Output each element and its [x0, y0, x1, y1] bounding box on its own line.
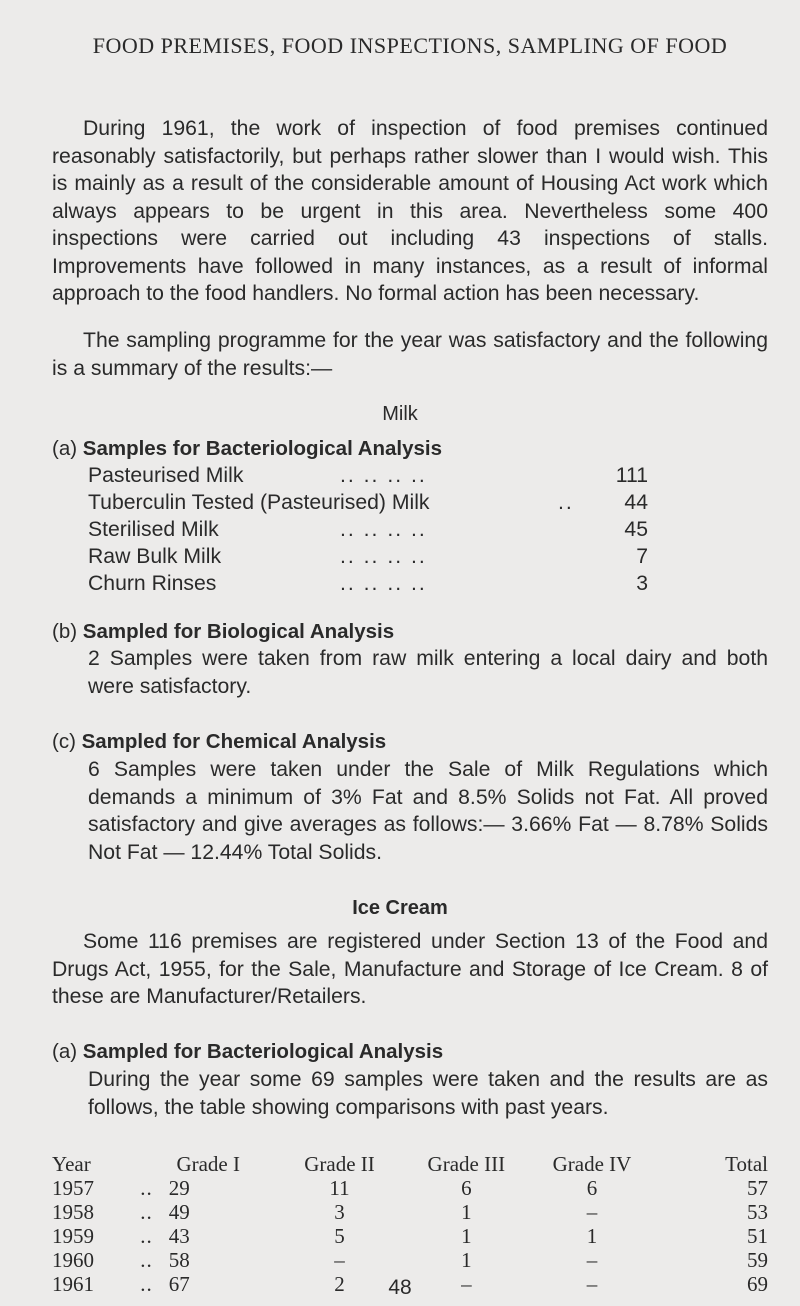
- table-cell: 1959: [52, 1224, 94, 1248]
- table-cell: –: [586, 1248, 598, 1272]
- cell-value: 67: [168, 1272, 190, 1296]
- table-cell: –: [334, 1248, 345, 1272]
- table-cell: 1: [586, 1224, 598, 1248]
- milk-heading: Milk: [382, 403, 418, 425]
- page-title: FOOD PREMISES, FOOD INSPECTIONS, SAMPLING OF FOOD: [92, 33, 728, 58]
- cell-value: 58: [168, 1248, 190, 1272]
- intro-paragraph-1: During 1961, the work of inspection of food premises continued reasonably satisfactorily, but perhaps rather slower than I would wish. This is mainly as a result of the considerable amount of Housing Act work which always appears to be urgent in this area. Nevertheless some 400 inspections were carried out including 43 inspections of stalls. Improvements have followed in many instances, as a result of informal approach to the food handlers. No formal action has been necessary.: [52, 117, 768, 305]
- table-header-row: [52, 1152, 772, 1176]
- table-cell: [140, 1176, 276, 1200]
- table-cell: 2: [334, 1272, 345, 1296]
- cell-value: 49: [168, 1200, 190, 1224]
- milk-section-b-text: 2 Samples were taken from raw milk entering a local dairy and both were satisfactory.: [88, 647, 768, 698]
- section-marker: (b): [52, 620, 78, 643]
- column-header: Grade IV: [552, 1152, 632, 1176]
- list-item: [88, 462, 648, 489]
- ice-cream-heading: Ice Cream: [352, 897, 448, 919]
- dot-leader: ..: [140, 1248, 153, 1272]
- item-label: Raw Bulk Milk: [88, 545, 222, 568]
- table-row: [52, 1248, 772, 1272]
- grades-table: [52, 1152, 772, 1296]
- milk-section-c-text: 6 Samples were taken under the Sale of Milk Regulations which demands a minimum of 3% Fat and 8.5% Solids not Fat. All proved satisfactory and give averages as follows:— 3.66% Fat — 8.78% Solids Not Fat — 12.44% Total Solids.: [88, 758, 768, 864]
- item-label: Pasteurised Milk: [88, 464, 244, 487]
- dot-leader: .. .. .. ..: [340, 518, 427, 541]
- table-cell: 53: [747, 1200, 768, 1224]
- item-value: 111: [615, 464, 648, 487]
- table-row: [52, 1224, 772, 1248]
- table-cell: [140, 1248, 276, 1272]
- list-item: [88, 489, 648, 516]
- table-cell: 6: [586, 1176, 598, 1200]
- item-label: Sterilised Milk: [88, 518, 219, 541]
- table-cell: [140, 1224, 276, 1248]
- dot-leader: .. .. .. ..: [340, 572, 427, 595]
- table-cell: 5: [334, 1224, 345, 1248]
- table-cell: 59: [747, 1248, 768, 1272]
- table-cell: 57: [747, 1176, 768, 1200]
- ice-cream-section-a-text: During the year some 69 samples were taken and the results are as follows, the table showing comparisons with past years.: [88, 1068, 768, 1119]
- table-cell: 1961: [52, 1272, 94, 1296]
- table-cell: 51: [747, 1224, 768, 1248]
- cell-value: 29: [168, 1176, 190, 1200]
- table-cell: –: [586, 1272, 598, 1296]
- ice-cream-paragraph: Some 116 premises are registered under Section 13 of the Food and Drugs Act, 1955, for the Sale, Manufacture and Storage of Ice Cream. 8 of these are Manufacturer/Retailers.: [52, 930, 768, 1008]
- column-header: Grade III: [427, 1152, 506, 1176]
- section-heading-text: Sampled for Bacteriological Analysis: [82, 1040, 444, 1063]
- item-label: Tuberculin Tested (Pasteurised) Milk: [88, 491, 430, 514]
- item-value: 7: [636, 545, 648, 568]
- dot-leader: ..: [140, 1176, 153, 1200]
- column-header: Grade II: [304, 1152, 375, 1176]
- table-cell: 1958: [52, 1200, 94, 1224]
- section-marker: (c): [52, 730, 76, 753]
- table-cell: –: [586, 1200, 598, 1224]
- section-heading-text: Sampled for Biological Analysis: [82, 620, 395, 643]
- intro-paragraph-2: The sampling programme for the year was satisfactory and the following is a summary of the results:—: [52, 329, 768, 380]
- item-value: 45: [624, 518, 648, 541]
- table-cell: 1: [461, 1224, 472, 1248]
- table-cell: 1960: [52, 1248, 94, 1272]
- table-cell: 11: [329, 1176, 350, 1200]
- dot-leader: ..: [140, 1200, 153, 1224]
- dot-leader: .. .. .. ..: [340, 464, 427, 487]
- table-cell: 6: [461, 1176, 472, 1200]
- page-number: 48: [388, 1276, 412, 1299]
- table-cell: –: [461, 1272, 472, 1296]
- table-row: [52, 1200, 772, 1224]
- table-cell: 1: [461, 1200, 472, 1224]
- column-header: Grade I: [176, 1152, 240, 1176]
- table-cell: 3: [334, 1200, 345, 1224]
- cell-value: 43: [168, 1224, 190, 1248]
- dot-leader: ..: [140, 1224, 153, 1248]
- table-cell: 1957: [52, 1176, 94, 1200]
- section-marker: (a): [52, 1040, 78, 1063]
- table-row: [52, 1176, 772, 1200]
- column-header: Total: [725, 1152, 768, 1176]
- dot-leader: ..: [140, 1272, 153, 1296]
- milk-section-b-heading: [52, 620, 394, 644]
- column-header: Year: [52, 1152, 91, 1176]
- section-heading-text: Samples for Bacteriological Analysis: [82, 437, 443, 460]
- item-label: Churn Rinses: [88, 572, 217, 595]
- section-heading-text: Sampled for Chemical Analysis: [81, 730, 387, 753]
- milk-section-a-heading: [52, 437, 442, 461]
- milk-section-c-heading: [52, 730, 386, 754]
- list-item: [88, 570, 648, 597]
- table-cell: [140, 1200, 276, 1224]
- item-value: 3: [636, 572, 648, 595]
- table-cell: 1: [461, 1248, 472, 1272]
- list-item: [88, 543, 648, 570]
- dot-leader: ..: [558, 491, 574, 514]
- ice-cream-section-a-heading: [52, 1040, 443, 1064]
- list-item: [88, 516, 648, 543]
- section-marker: (a): [52, 437, 78, 460]
- table-cell: 69: [747, 1272, 768, 1296]
- item-value: 44: [624, 491, 648, 514]
- dot-leader: .. .. .. ..: [340, 545, 427, 568]
